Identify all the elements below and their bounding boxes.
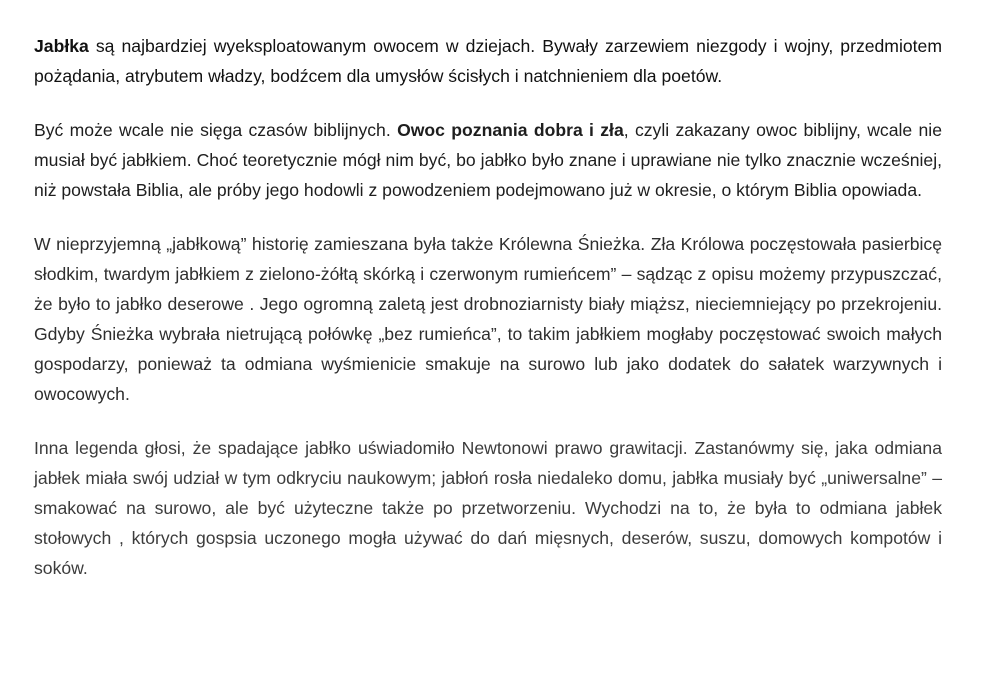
bold-term-apples: Jabłka xyxy=(34,36,89,56)
paragraph-text: W nieprzyjemną „jabłkową” historię zamieszana była także Królewna Śnieżka. Zła Królowa poczęstowała pasierbicę słodkim, twardym jabłkiem z zielono-żółtą skórką i czerwonym rumieńcem” – sądząc z opisu możemy przypuszczać, że było to jabłko deserowe . Jego ogromną zaletą jest drobnoziarnisty biały miąższ, nieciemniejący po przekrojeniu. Gdyby Śnieżka wybrała nietrującą połówkę „bez rumieńca”, to takim jabłkiem mogłaby poczęstować swoich małych gospodarzy, ponieważ ta odmiana wyśmienicie smakuje na surowo lub jako dodatek do sałatek warzywnych i owocowych. xyxy=(34,234,942,404)
paragraph-snow-white xyxy=(34,229,942,409)
paragraph-text: Inna legenda głosi, że spadające jabłko uświadomiło Newtonowi prawo grawitacji. Zastanówmy się, jaka odmiana jabłek miała swój udział w tym odkryciu naukowym; jabłoń rosła niedaleko domu, jabłka musiały być „uniwersalne” – smakować na surowo, ale być użyteczne także po przetworzeniu. Wychodzi na to, że była to odmiana jabłek stołowych , których gospsia uczonego mogła używać do dań mięsnych, deserów, suszu, domowych kompotów i soków. xyxy=(34,438,942,578)
bold-term-forbidden-fruit: Owoc poznania dobra i zła xyxy=(397,120,624,140)
paragraph-text-before: Być może wcale nie sięga czasów biblijnych. xyxy=(34,120,398,140)
document-body xyxy=(34,31,942,607)
paragraph-text: są najbardziej wyeksploatowanym owocem w dziejach. Bywały zarzewiem niezgody i wojny, przedmiotem pożądania, atrybutem władzy, bodźcem dla umysłów ścisłych i natchnieniem dla poetów. xyxy=(34,36,942,86)
paragraph-newton xyxy=(34,433,942,583)
paragraph-forbidden-fruit xyxy=(34,115,942,205)
paragraph-apples-intro xyxy=(34,31,942,91)
paragraph-text-after: , czyli zakazany owoc biblijny, wcale nie musiał być jabłkiem. Choć teoretycznie mógł nim być, bo jabłko było znane i uprawiane nie tylko znacznie wcześniej, niż powstała Biblia, ale próby jego hodowli z powodzeniem podejmowano już w okresie, o którym Biblia opowiada. xyxy=(34,120,942,200)
